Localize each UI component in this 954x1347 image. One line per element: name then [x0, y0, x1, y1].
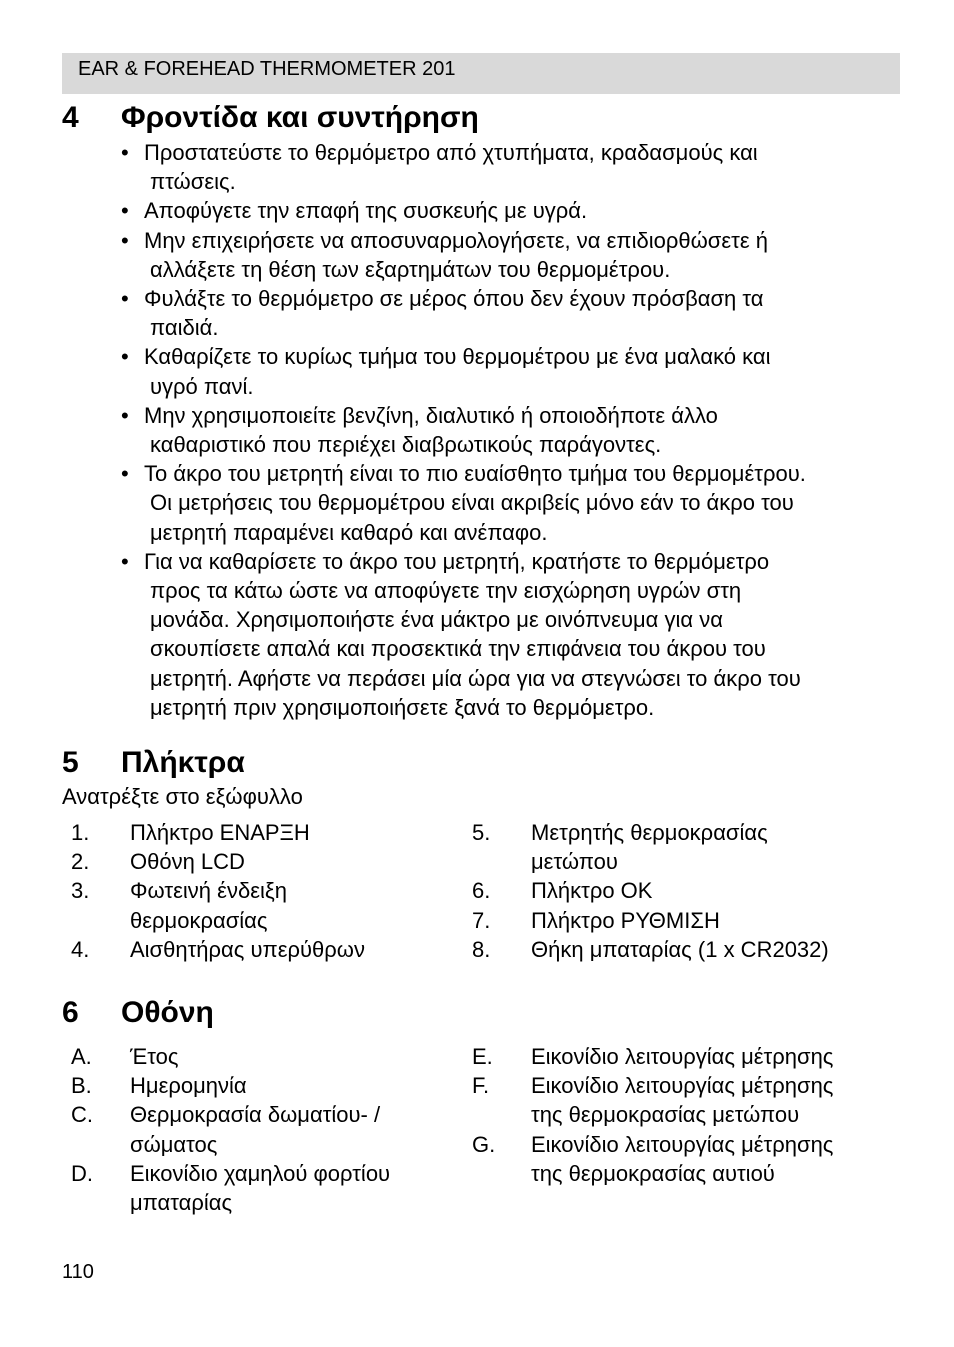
list-item — [71, 876, 365, 934]
section-title: Οθόνη — [121, 996, 214, 1029]
section-number: 4 — [62, 101, 79, 134]
item-marker: B. — [71, 1073, 92, 1099]
bullet-text-line: Προστατεύστε το θερμόμετρο από χτυπήματα, κραδασμούς και — [144, 140, 758, 165]
list-item — [472, 1042, 833, 1071]
list-item — [472, 906, 829, 935]
item-text-line: θερμοκρασίας — [130, 907, 268, 933]
item-text-line: Ημερομηνία — [130, 1073, 247, 1099]
item-marker: 8. — [472, 936, 491, 962]
bullet-text-line: Φυλάξτε το θερμόμετρο σε μέρος όπου δεν έχουν πρόσβαση τα — [144, 286, 764, 312]
bullet-text-line: Οι μετρήσεις του θερμομέτρου είναι ακριβείς μόνο εάν το άκρο του — [150, 490, 794, 516]
section-intro: Ανατρέξτε στο εξώφυλλο — [62, 784, 303, 809]
item-marker: 7. — [472, 907, 491, 933]
bullet-item — [121, 138, 806, 196]
section-title: Φροντίδα και συντήρηση — [121, 101, 479, 134]
item-marker: D. — [71, 1160, 93, 1186]
bullet-text-line: σκουπίσετε απαλά και προσεκτικά την επιφάνεια του άκρου του — [150, 636, 766, 662]
item-marker: 4. — [71, 936, 90, 962]
item-marker: A. — [71, 1044, 92, 1069]
bullet-icon: • — [121, 140, 129, 165]
bullet-item — [121, 401, 806, 459]
section-number: 5 — [62, 746, 79, 779]
bullet-text-line: μετρητή. Αφήστε να περάσει μία ώρα για να στεγνώσει το άκρο του — [150, 665, 801, 691]
bullet-text-line: μετρητή πριν χρησιμοποιήσετε ξανά το θερμόμετρο. — [150, 694, 655, 720]
list-item — [71, 847, 365, 876]
bullet-text-line: Το άκρο του μετρητή είναι το πιο ευαίσθητο τμήμα του θερμομέτρου. — [144, 461, 806, 487]
bullet-text-line: μονάδα. Χρησιμοποιήστε ένα μάκτρο με οινόπνευμα για να — [150, 607, 723, 633]
item-marker: C. — [71, 1102, 93, 1128]
bullet-text-line: πτώσεις. — [150, 169, 236, 195]
bullet-item — [121, 342, 806, 400]
item-text-line: Πλήκτρο ΡΥΘΜΙΣΗ — [531, 907, 720, 933]
bullet-text-line: καθαριστικό που περιέχει διαβρωτικούς παράγοντες. — [150, 432, 662, 458]
section-title: Πλήκτρα — [121, 746, 245, 779]
item-text-line: Θερμοκρασία δωματίου- / — [130, 1102, 381, 1128]
display-list-right — [472, 1042, 833, 1188]
list-item — [472, 876, 829, 905]
item-text-line: μετώπου — [531, 849, 618, 875]
list-item — [71, 1042, 390, 1071]
bullet-text-line: Μην επιχειρήσετε να αποσυναρμολογήσετε, να επιδιορθώσετε ή — [144, 227, 769, 253]
list-item — [472, 1130, 833, 1188]
item-text-line: Εικονίδιο λειτουργίας μέτρησης — [531, 1044, 834, 1069]
bullet-icon: • — [121, 402, 129, 428]
running-header — [62, 53, 900, 94]
item-text-line: της θερμοκρασίας μετώπου — [531, 1102, 800, 1128]
item-text-line: Εικονίδιο λειτουργίας μέτρησης — [531, 1073, 834, 1099]
bullet-icon: • — [121, 548, 129, 574]
bullet-text-line: αλλάξετε τη θέση των εξαρτημάτων του θερμομέτρου. — [150, 256, 671, 282]
item-marker: E. — [472, 1044, 493, 1069]
list-item — [71, 1100, 390, 1158]
item-text-line: Θήκη μπαταρίας (1 x CR2032) — [531, 936, 829, 962]
bullet-text-line: Για να καθαρίσετε το άκρο του μετρητή, κρατήστε το θερμόμετρο — [144, 548, 770, 574]
bullet-icon: • — [121, 227, 129, 253]
bullet-item — [121, 284, 806, 342]
bullet-icon: • — [121, 461, 129, 487]
item-text-line: Πλήκτρο ΕΝΑΡΞΗ — [130, 820, 310, 845]
header-title: EAR & FOREHEAD THERMOMETER 201 — [78, 58, 456, 80]
item-text-line: Οθόνη LCD — [130, 849, 245, 875]
item-text-line: σώματος — [130, 1131, 218, 1157]
item-text-line: της θερμοκρασίας αυτιού — [531, 1160, 775, 1186]
item-marker: 3. — [71, 878, 90, 904]
item-marker: F. — [472, 1073, 490, 1099]
buttons-list-left — [71, 818, 365, 964]
item-text-line: Φωτεινή ένδειξη — [130, 878, 287, 904]
list-item — [71, 935, 365, 964]
page-number: 110 — [62, 1261, 94, 1283]
section-number: 6 — [62, 996, 79, 1029]
item-text-line: Εικονίδιο λειτουργίας μέτρησης — [531, 1131, 834, 1157]
bullet-item — [121, 226, 806, 284]
item-marker: 1. — [71, 820, 90, 845]
bullet-text-line: Αποφύγετε την επαφή της συσκευής με υγρά. — [144, 198, 588, 224]
bullet-text-line: μετρητή παραμένει καθαρό και ανέπαφο. — [150, 519, 548, 545]
item-marker: 5. — [472, 820, 491, 845]
list-item — [472, 1071, 833, 1129]
item-text-line: Πλήκτρο OK — [531, 878, 653, 904]
care-bullet-list — [121, 138, 806, 722]
bullet-text-line: υγρό πανί. — [150, 373, 254, 399]
item-marker: 2. — [71, 849, 90, 875]
bullet-item — [121, 547, 806, 722]
buttons-list-right — [472, 818, 829, 964]
item-text-line: μπαταρίας — [130, 1190, 233, 1216]
list-item — [472, 818, 829, 876]
list-item — [71, 1159, 390, 1217]
bullet-icon: • — [121, 344, 129, 370]
bullet-text-line: παιδιά. — [150, 315, 219, 341]
item-text-line: Εικονίδιο χαμηλού φορτίου — [130, 1160, 391, 1186]
item-text-line: Έτος — [130, 1044, 179, 1069]
list-item — [71, 1071, 390, 1100]
bullet-icon: • — [121, 286, 129, 312]
bullet-item — [121, 459, 806, 547]
list-item — [71, 818, 365, 847]
list-item — [472, 935, 829, 964]
item-text-line: Μετρητής θερμοκρασίας — [531, 820, 768, 845]
display-list-left — [71, 1042, 390, 1217]
bullet-text-line: προς τα κάτω ώστε να αποφύγετε την εισχώρηση υγρών στη — [150, 578, 742, 604]
bullet-item — [121, 196, 806, 225]
item-marker: 6. — [472, 878, 491, 904]
item-marker: G. — [472, 1131, 496, 1157]
bullet-text-line: Μην χρησιμοποιείτε βενζίνη, διαλυτικό ή οποιοδήποτε άλλο — [144, 402, 718, 428]
bullet-text-line: Καθαρίζετε το κυρίως τμήμα του θερμομέτρου με ένα μαλακό και — [144, 344, 771, 370]
item-text-line: Αισθητήρας υπερύθρων — [130, 936, 365, 962]
bullet-icon: • — [121, 198, 129, 224]
